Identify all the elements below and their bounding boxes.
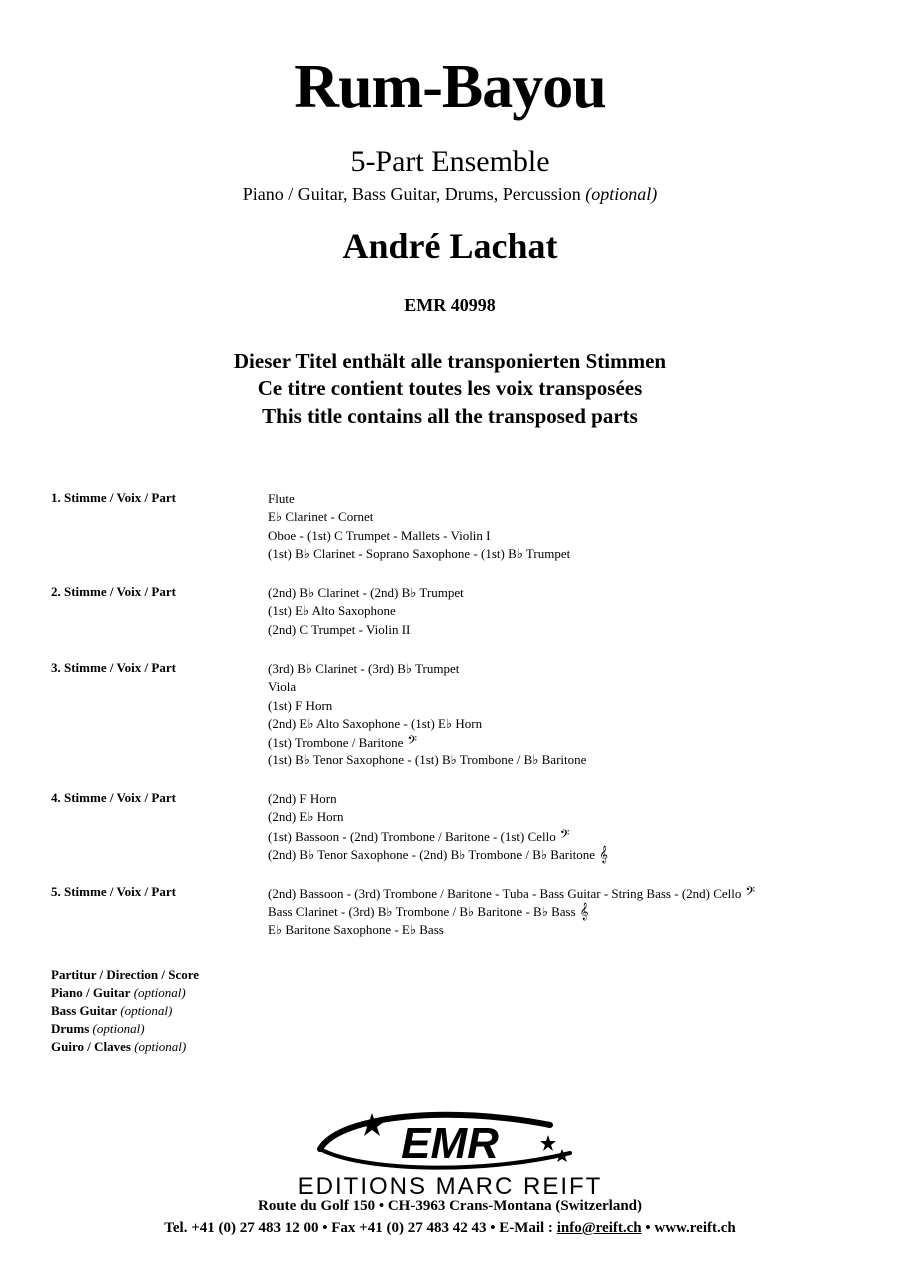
list-item: Viola (268, 679, 297, 695)
list-item: Piano / Guitar (optional) (51, 985, 186, 1000)
page-title: Rum-Bayou (294, 53, 606, 121)
part-3-label: 3. Stimme / Voix / Part (51, 660, 176, 675)
emr-logo (300, 1105, 600, 1177)
publisher-name: EDITIONS MARC REIFT (297, 1173, 603, 1200)
list-item: (3rd) B♭ Clarinet - (3rd) B♭ Trumpet (268, 661, 460, 676)
list-item: (2nd) B♭ Clarinet - (2nd) B♭ Trumpet (268, 585, 464, 600)
list-item (268, 733, 586, 751)
list-item-text: (2nd) Bassoon - (3rd) Trombone / Baritone - Tuba - Bass Guitar - String Bass - (2nd) Cello (268, 886, 742, 901)
list-item (268, 884, 755, 902)
list-item: Guiro / Claves (optional) (51, 1039, 187, 1054)
part-3-instruments (268, 660, 586, 770)
catalog-number: EMR 40998 (404, 295, 496, 315)
list-item: (2nd) E♭ Alto Saxophone - (1st) E♭ Horn (268, 715, 483, 731)
publisher-contact (0, 1220, 900, 1237)
treble-clef-icon: 𝄞 (579, 902, 589, 921)
part-2-instruments (268, 584, 464, 639)
list-item-text: Bass Clarinet - (3rd) B♭ Trombone / B♭ Baritone - B♭ Bass (268, 904, 576, 920)
list-item-text: (2nd) B♭ Tenor Saxophone - (2nd) B♭ Trombone / B♭ Baritone (268, 846, 596, 862)
website-text: • www.reift.ch (645, 1220, 736, 1236)
publisher-address: Route du Golf 150 • CH-3963 Crans-Montana (Switzerland) (258, 1198, 642, 1214)
list-item: Drums (optional) (51, 1021, 145, 1036)
emr-logo-text: EMR (401, 1119, 499, 1168)
part-5-instruments (268, 884, 755, 939)
bass-clef-icon: 𝄢 (745, 884, 756, 902)
list-item: E♭ Baritone Saxophone - E♭ Bass (268, 921, 444, 937)
instrumentation-optional: (optional) (585, 184, 658, 204)
score-list (51, 966, 199, 1056)
treble-clef-icon: 𝄞 (599, 844, 608, 863)
bass-clef-icon: 𝄢 (559, 826, 570, 845)
list-item: (2nd) C Trumpet - Violin II (268, 621, 411, 637)
part-5-label: 5. Stimme / Voix / Part (51, 884, 176, 899)
part-1-label: 1. Stimme / Voix / Part (51, 490, 176, 505)
email-link[interactable]: info@reift.ch (556, 1220, 642, 1236)
list-item: Bass Guitar (optional) (51, 1003, 173, 1018)
list-item: (1st) B♭ Tenor Saxophone - (1st) B♭ Trombone / B♭ Baritone (268, 752, 587, 768)
part-4-label: 4. Stimme / Voix / Part (51, 790, 176, 805)
list-item: (2nd) E♭ Horn (268, 809, 344, 825)
list-item: (1st) E♭ Alto Saxophone (268, 603, 396, 619)
note-french: Ce titre contient toutes les voix transposées (257, 376, 643, 400)
list-item: (2nd) F Horn (268, 791, 337, 806)
composer: André Lachat (342, 226, 558, 266)
list-item: (1st) F Horn (268, 697, 333, 713)
list-item (268, 845, 608, 863)
part-2-label: 2. Stimme / Voix / Part (51, 584, 176, 599)
list-item (268, 902, 755, 920)
part-4-instruments (268, 790, 608, 863)
list-item-text: (1st) Bassoon - (2nd) Trombone / Baritone - (1st) Cello (268, 828, 556, 844)
bass-clef-icon: 𝄢 (407, 733, 418, 752)
list-item: Oboe - (1st) C Trumpet - Mallets - Violin I (268, 527, 491, 543)
part-1-instruments (268, 490, 570, 563)
list-item (268, 827, 608, 845)
list-item-text: (1st) Trombone / Baritone (268, 735, 404, 751)
instrumentation (0, 184, 900, 205)
note-german: Dieser Titel enthält alle transponierten Stimmen (233, 349, 667, 373)
subtitle: 5-Part Ensemble (350, 145, 550, 178)
list-item: E♭ Clarinet - Cornet (268, 509, 374, 525)
instrumentation-main: Piano / Guitar, Bass Guitar, Drums, Percussion (242, 184, 581, 204)
list-item: Partitur / Direction / Score (51, 967, 200, 982)
list-item: Flute (268, 491, 295, 506)
list-item: (1st) B♭ Clarinet - Soprano Saxophone - (1st) B♭ Trumpet (268, 545, 571, 561)
contact-text: Tel. +41 (0) 27 483 12 00 • Fax +41 (0) 27 483 42 43 • E-Mail : (164, 1220, 553, 1236)
note-english: This title contains all the transposed parts (262, 404, 638, 428)
